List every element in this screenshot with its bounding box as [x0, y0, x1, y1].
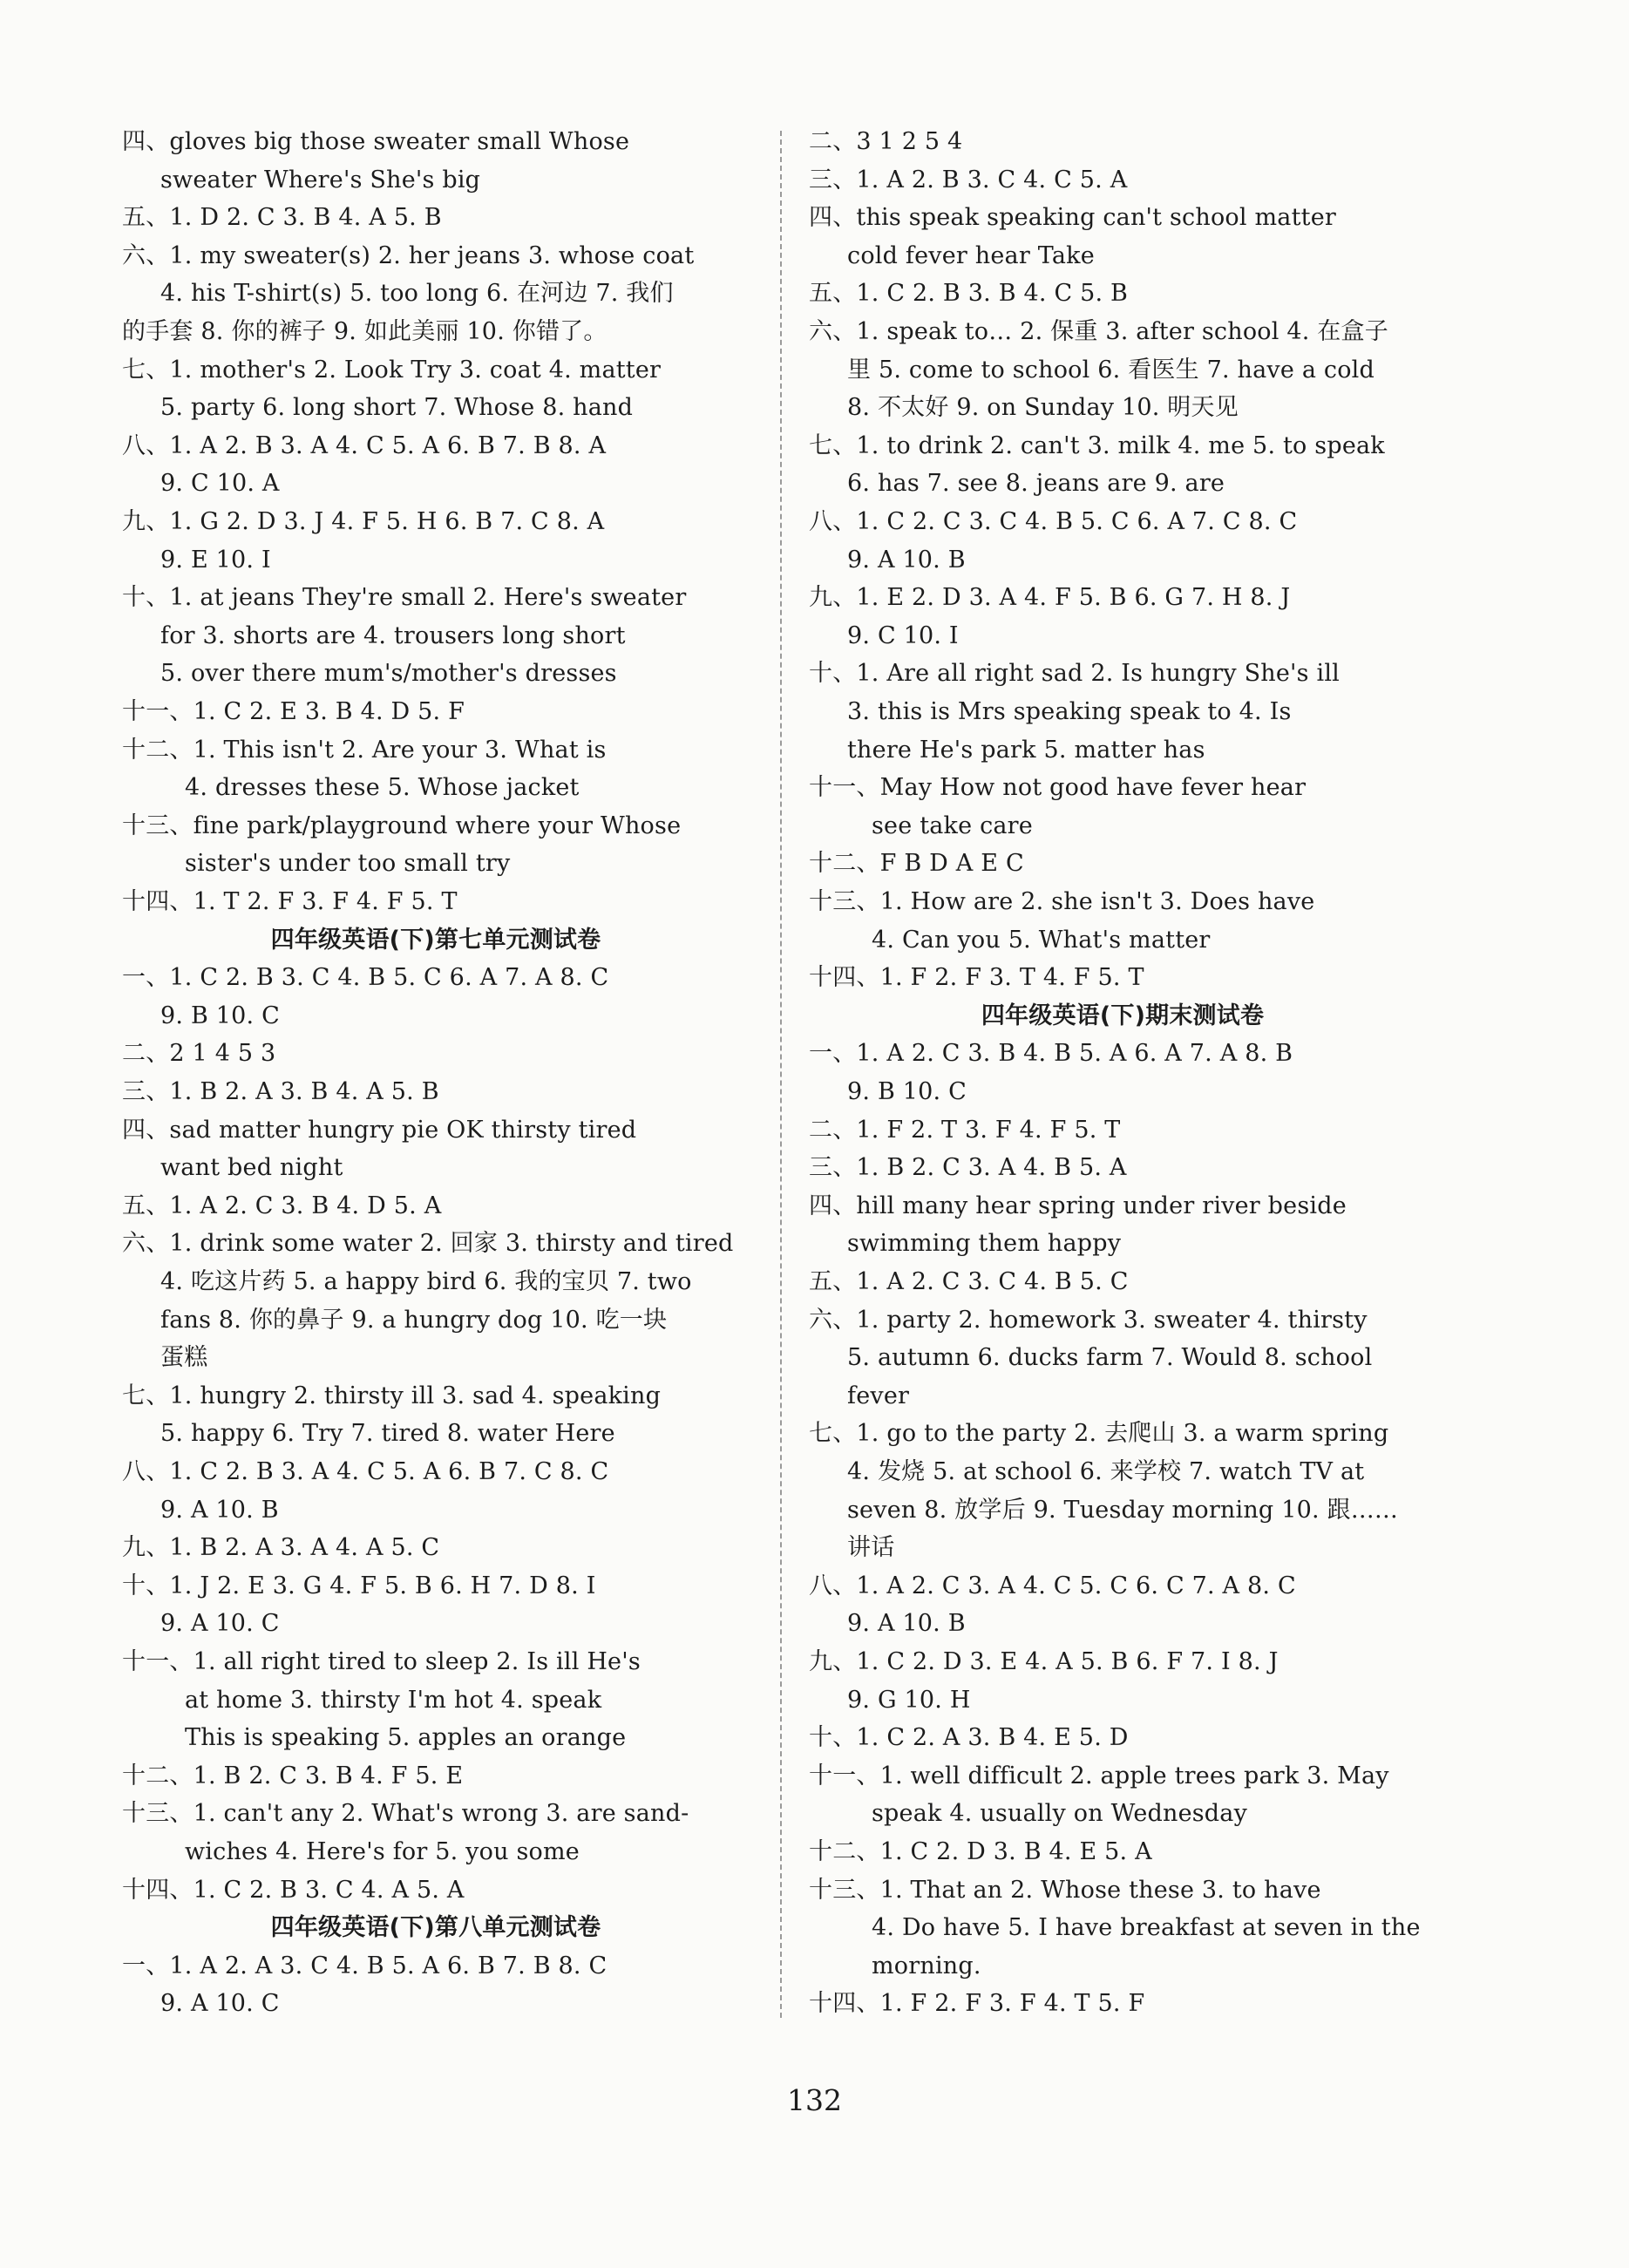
- answer-line: 里 5. come to school 6. 看医生 7. have a cold: [847, 356, 1374, 384]
- answer-line: 九、1. G 2. D 3. J 4. F 5. H 6. B 7. C 8. A: [122, 508, 605, 535]
- answer-line: 三、1. B 2. A 3. B 4. A 5. B: [122, 1078, 439, 1105]
- answer-line: 八、1. C 2. B 3. A 4. C 5. A 6. B 7. C 8. C: [122, 1458, 609, 1485]
- answer-line: 5. party 6. long short 7. Whose 8. hand: [160, 394, 634, 422]
- answer-line: 十、1. J 2. E 3. G 4. F 5. B 6. H 7. D 8. I: [122, 1572, 596, 1599]
- answer-line: 九、1. E 2. D 3. A 4. F 5. B 6. G 7. H 8. J: [809, 584, 1291, 612]
- answer-line: 9. A 10. B: [160, 1496, 279, 1524]
- answer-line: swimming them happy: [847, 1230, 1122, 1258]
- column-divider: [780, 131, 782, 2018]
- answer-line: 十一、1. all right tired to sleep 2. Is ill He's: [122, 1648, 641, 1675]
- answer-line: 4. Can you 5. What's matter: [872, 926, 1211, 954]
- answer-line: 十二、1. This isn't 2. Are your 3. What is: [122, 736, 607, 764]
- answer-line: 十四、1. C 2. B 3. C 4. A 5. A: [122, 1876, 465, 1904]
- answer-line: wiches 4. Here's for 5. you some: [185, 1838, 580, 1865]
- answer-line: 二、1. F 2. T 3. F 4. F 5. T: [809, 1116, 1121, 1144]
- answer-line: sweater Where's She's big: [160, 166, 481, 194]
- answer-line: 5. autumn 6. ducks farm 7. Would 8. school: [847, 1344, 1373, 1372]
- answer-line: 六、1. my sweater(s) 2. her jeans 3. whose coat: [122, 241, 695, 269]
- answer-line: 五、1. C 2. B 3. B 4. C 5. B: [809, 280, 1129, 308]
- answer-line: want bed night: [160, 1154, 343, 1182]
- section-title: 四年级英语(下)第八单元测试卷: [270, 1914, 601, 1942]
- answer-line: 三、1. B 2. C 3. A 4. B 5. A: [809, 1154, 1127, 1182]
- answer-line: 4. 吃这片药 5. a happy bird 6. 我的宝贝 7. two: [160, 1268, 692, 1295]
- answer-line: for 3. shorts are 4. trousers long short: [160, 621, 626, 649]
- answer-line: 十三、1. How are 2. she isn't 3. Does have: [809, 888, 1315, 915]
- answer-line: 的手套 8. 你的裤子 9. 如此美丽 10. 你错了。: [122, 318, 607, 345]
- answer-line: sister's under too small try: [185, 850, 511, 878]
- answer-line: there He's park 5. matter has: [847, 736, 1205, 764]
- answer-line: This is speaking 5. apples an orange: [185, 1724, 627, 1752]
- answer-line: 十、1. C 2. A 3. B 4. E 5. D: [809, 1724, 1129, 1752]
- answer-line: 8. 不太好 9. on Sunday 10. 明天见: [847, 394, 1239, 422]
- answer-line: 9. A 10. B: [847, 546, 966, 574]
- answer-line: 二、2 1 4 5 3: [122, 1040, 276, 1068]
- answer-line: 9. E 10. I: [160, 546, 271, 574]
- answer-line: 七、1. mother's 2. Look Try 3. coat 4. matter: [122, 356, 662, 384]
- answer-line: 十四、1. F 2. F 3. T 4. F 5. T: [809, 964, 1144, 992]
- answer-line: speak 4. usually on Wednesday: [872, 1800, 1248, 1828]
- answer-line: 十三、fine park/playground where your Whose: [122, 811, 682, 839]
- answer-line: 9. C 10. I: [847, 621, 959, 649]
- answer-line: 四、sad matter hungry pie OK thirsty tired: [122, 1116, 637, 1144]
- answer-line: 一、1. C 2. B 3. C 4. B 5. C 6. A 7. A 8. C: [122, 964, 609, 992]
- answer-line: 9. A 10. C: [160, 1990, 280, 2018]
- answer-line: see take care: [872, 811, 1033, 839]
- answer-line: 9. C 10. A: [160, 470, 280, 498]
- answer-line: 4. his T-shirt(s) 5. too long 6. 在河边 7. 我们: [160, 280, 674, 308]
- answer-line: 4. Do have 5. I have breakfast at seven in the: [872, 1914, 1421, 1942]
- answer-line: morning.: [872, 1952, 981, 1979]
- answer-line: 五、1. A 2. C 3. C 4. B 5. C: [809, 1268, 1129, 1295]
- answer-line: 4. dresses these 5. Whose jacket: [185, 774, 580, 802]
- answer-line: 5. over there mum's/mother's dresses: [160, 660, 617, 688]
- answer-line: 五、1. A 2. C 3. B 4. D 5. A: [122, 1192, 442, 1219]
- answer-line: 十二、F B D A E C: [809, 850, 1024, 878]
- answer-line: 八、1. C 2. C 3. C 4. B 5. C 6. A 7. C 8. C: [809, 508, 1298, 535]
- answer-line: 九、1. C 2. D 3. E 4. A 5. B 6. F 7. I 8. J: [809, 1648, 1279, 1675]
- answer-line: 十三、1. can't any 2. What's wrong 3. are sand-: [122, 1800, 689, 1828]
- answer-line: 六、1. speak to… 2. 保重 3. after school 4. 在盒子: [809, 318, 1388, 345]
- answer-line: 9. A 10. B: [847, 1610, 966, 1638]
- answer-line: 七、1. go to the party 2. 去爬山 3. a warm spring: [809, 1420, 1389, 1448]
- answer-line: 6. has 7. see 8. jeans are 9. are: [847, 470, 1225, 498]
- answer-line: 9. B 10. C: [847, 1078, 967, 1105]
- answer-line: 七、1. to drink 2. can't 3. milk 4. me 5. to speak: [809, 431, 1385, 459]
- answer-line: 十一、1. well difficult 2. apple trees park 3. May: [809, 1762, 1389, 1789]
- answer-line: 八、1. A 2. B 3. A 4. C 5. A 6. B 7. B 8. A: [122, 431, 607, 459]
- answer-line: 4. 发烧 5. at school 6. 来学校 7. watch TV at: [847, 1458, 1365, 1485]
- answer-line: fans 8. 你的鼻子 9. a hungry dog 10. 吃一块: [160, 1306, 668, 1334]
- answer-line: 四、gloves big those sweater small Whose: [122, 128, 630, 155]
- answer-line: 一、1. A 2. A 3. C 4. B 5. A 6. B 7. B 8. C: [122, 1952, 607, 1979]
- answer-line: 九、1. B 2. A 3. A 4. A 5. C: [122, 1534, 440, 1562]
- answer-line: 十一、1. C 2. E 3. B 4. D 5. F: [122, 698, 465, 725]
- answer-line: 9. B 10. C: [160, 1002, 280, 1029]
- section-title: 四年级英语(下)期末测试卷: [981, 1002, 1265, 1029]
- answer-line: 三、1. A 2. B 3. C 4. C 5. A: [809, 166, 1128, 194]
- answer-line: 四、this speak speaking can't school matter: [809, 204, 1336, 232]
- answer-line: 讲话: [847, 1534, 895, 1562]
- answer-line: 十、1. at jeans They're small 2. Here's sweater: [122, 584, 687, 612]
- answer-line: seven 8. 放学后 9. Tuesday morning 10. 跟……: [847, 1496, 1399, 1524]
- answer-line: 八、1. A 2. C 3. A 4. C 5. C 6. C 7. A 8. C: [809, 1572, 1296, 1599]
- answer-line: 十四、1. F 2. F 3. F 4. T 5. F: [809, 1990, 1145, 2018]
- answer-line: 3. this is Mrs speaking speak to 4. Is: [847, 698, 1292, 725]
- answer-line: cold fever hear Take: [847, 241, 1095, 269]
- answer-line: 十三、1. That an 2. Whose these 3. to have: [809, 1876, 1321, 1904]
- answer-line: 十、1. Are all right sad 2. Is hungry She's ill: [809, 660, 1340, 688]
- answer-line: 四、hill many hear spring under river beside: [809, 1192, 1347, 1219]
- answer-line: at home 3. thirsty I'm hot 4. speak: [185, 1686, 602, 1714]
- answer-line: 五、1. D 2. C 3. B 4. A 5. B: [122, 204, 442, 232]
- answer-line: 十二、1. C 2. D 3. B 4. E 5. A: [809, 1838, 1152, 1865]
- answer-line: 十二、1. B 2. C 3. B 4. F 5. E: [122, 1762, 464, 1789]
- answer-line: fever: [847, 1382, 910, 1409]
- answer-line: 9. A 10. C: [160, 1610, 280, 1638]
- answer-line: 9. G 10. H: [847, 1686, 971, 1714]
- answer-line: 一、1. A 2. C 3. B 4. B 5. A 6. A 7. A 8. B: [809, 1040, 1293, 1068]
- answer-line: 十四、1. T 2. F 3. F 4. F 5. T: [122, 888, 458, 915]
- answer-line: 六、1. party 2. homework 3. sweater 4. thirsty: [809, 1306, 1368, 1334]
- answer-line: 七、1. hungry 2. thirsty ill 3. sad 4. speaking: [122, 1382, 662, 1409]
- answer-line: 六、1. drink some water 2. 回家 3. thirsty and tired: [122, 1230, 734, 1258]
- section-title: 四年级英语(下)第七单元测试卷: [270, 926, 601, 954]
- answer-line: 十一、May How not good have fever hear: [809, 774, 1307, 802]
- answer-line: 蛋糕: [160, 1344, 208, 1372]
- answer-line: 5. happy 6. Try 7. tired 8. water Here: [160, 1420, 615, 1448]
- page-number: 132: [787, 2083, 842, 2117]
- answer-line: 二、3 1 2 5 4: [809, 128, 963, 155]
